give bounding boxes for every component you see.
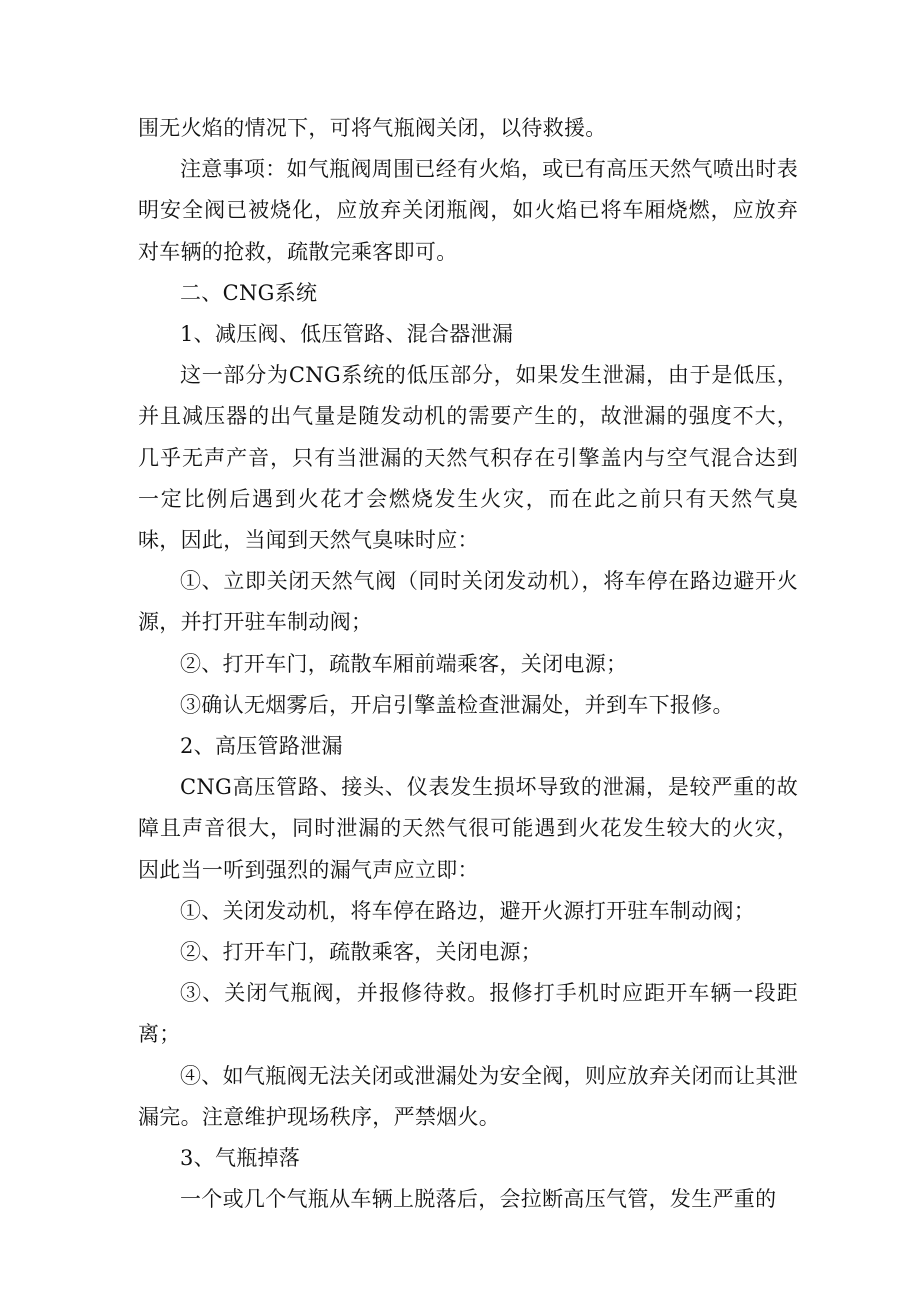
subsection-heading-high-pressure-leak: 2、高压管路泄漏	[180, 734, 343, 759]
paragraph-caution-note: 注意事项：如气瓶阀周围已经有火焰，或已有高压天然气喷出时表明安全阀已被烧化，应放弃关闭瓶阀，如火焰已将车厢烧燃，应放弃对车辆的抢救，疏散完乘客即可。	[138, 157, 798, 264]
subsection-heading-low-pressure-leak: 1、减压阀、低压管路、混合器泄漏	[180, 322, 514, 347]
list-item-step-2: ②、打开车门，疏散乘客，关闭电源；	[180, 940, 543, 965]
list-item-step-3: ③确认无烟雾后，开启引擎盖检查泄漏处，并到车下报修。	[180, 692, 734, 717]
paragraph-continuation: 围无火焰的情况下，可将气瓶阀关闭，以待救援。	[138, 116, 607, 140]
list-item-step-4: ④、如气瓶阀无法关闭或泄漏处为安全阀，则应放弃关闭而让其泄漏完。注意维护现场秩序，严禁烟火。	[138, 1063, 798, 1129]
paragraph-high-pressure-description: CNG高压管路、接头、仪表发生损坏导致的泄漏，是较严重的故障且声音很大，同时泄漏的天然气很可能遇到火花发生较大的火灾，因此当一听到强烈的漏气声应立即：	[138, 775, 798, 882]
list-item-step-2: ②、打开车门，疏散车厢前端乘客，关闭电源；	[180, 651, 628, 676]
section-heading-cng-system: 二、CNG系统	[180, 280, 318, 305]
list-item-step-1: ①、关闭发动机，将车停在路边，避开火源打开驻车制动阀；	[180, 898, 756, 923]
list-item-step-3: ③、关闭气瓶阀，并报修待救。报修打手机时应距开车辆一段距离；	[138, 981, 798, 1047]
paragraph-low-pressure-description: 这一部分为CNG系统的低压部分，如果发生泄漏，由于是低压，并且减压器的出气量是随发动机的需要产生的，故泄漏的强度不大，几乎无声产音，只有当泄漏的天然气积存在引擎盖内与空气混合达到一定比例后遇到火花才会燃烧发生火灾，而在此之前只有天然气臭味，因此，当闻到天然气臭味时应：	[138, 363, 798, 553]
list-item-step-1: ①、立即关闭天然气阀（同时关闭发动机），将车停在路边避开火源，并打开驻车制动阀；	[138, 569, 798, 635]
subsection-heading-cylinder-drop: 3、气瓶掉落	[180, 1146, 301, 1171]
document-body	[138, 108, 798, 1220]
paragraph-cylinder-drop-description: 一个或几个气瓶从车辆上脱落后，会拉断高压气管，发生严重的	[180, 1187, 777, 1212]
